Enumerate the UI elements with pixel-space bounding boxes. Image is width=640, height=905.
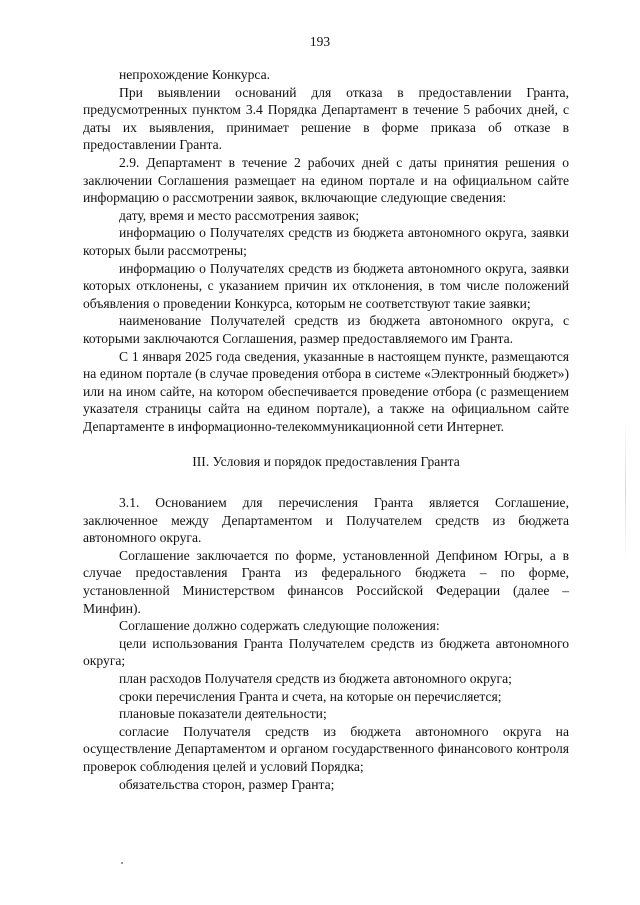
paragraph: информацию о Получателях средств из бюджета автономного округа, заявки которых отклонены, с указанием причин их отклонения, в том числе положений объявления о проведении Конкурса, которым не соответствуют такие заявки;	[83, 260, 569, 311]
paragraph: 2.9. Департамент в течение 2 рабочих дней с даты принятия решения о заключении Соглашения размещает на едином портале и на официальном сайте информацию о рассмотрении заявок, включающие следующие сведения:	[83, 154, 569, 206]
paragraph: согласие Получателя средств из бюджета автономного округа на осуществление Департаментом и органом государственного финансового контроля проверок соблюдения целей и условий Порядка;	[83, 723, 569, 774]
paragraph: наименование Получателей средств из бюджета автономного округа, с которыми заключаются Соглашения, размер предоставляемого им Гранта.	[83, 313, 569, 346]
paragraph: сроки перечисления Гранта и счета, на которые он перечисляется;	[119, 688, 502, 704]
paragraph: обязательства сторон, размер Гранта;	[119, 776, 335, 792]
paragraph: плановые показатели деятельности;	[119, 706, 327, 722]
page-number: 193	[309, 34, 331, 49]
paragraph: Соглашение должно содержать следующие положения:	[119, 618, 440, 634]
paragraph: непрохождение Конкурса.	[119, 67, 270, 82]
scan-edge-artifact	[625, 420, 626, 560]
scan-speck	[121, 862, 123, 864]
document-body	[83, 66, 569, 793]
paragraph: С 1 января 2025 года сведения, указанные в настоящем пункте, размещаются на едином портале (в случае проведения отбора в системе «Электронный бюджет») или на ином сайте, на котором обеспечивается проведение отбора (с размещением указателя страницы сайта на едином портале), а также на официальном сайте Департаменте в информационно-телекоммуникационной сети Интернет.	[83, 348, 569, 434]
paragraph: дату, время и место рассмотрения заявок;	[119, 207, 360, 223]
paragraph: Соглашение заключается по форме, установленной Депфином Югры, а в случае предоставления Гранта из федерального бюджета – по форме, установленной Министерством финансов Российской Федерации (далее – Минфин).	[83, 547, 569, 616]
paragraph: информацию о Получателях средств из бюджета автономного округа, заявки которых были рассмотрены;	[83, 225, 569, 258]
section-heading: III. Условия и порядок предоставления Гранта	[192, 454, 460, 470]
paragraph: 3.1. Основанием для перечисления Гранта является Соглашение, заключенное между Департаментом и Получателем средств из бюджета автономного округа.	[83, 495, 569, 546]
paragraph: При выявлении оснований для отказа в предоставлении Гранта, предусмотренных пунктом 3.4 Порядка Департамент в течение 5 рабочих дней, с даты их выявления, принимает решение в форме приказа об отказе в предоставлении Гранта.	[83, 84, 569, 153]
paragraph: цели использования Гранта Получателем средств из бюджета автономного округа;	[83, 635, 569, 669]
paragraph: план расходов Получателя средств из бюджета автономного округа;	[119, 671, 512, 686]
